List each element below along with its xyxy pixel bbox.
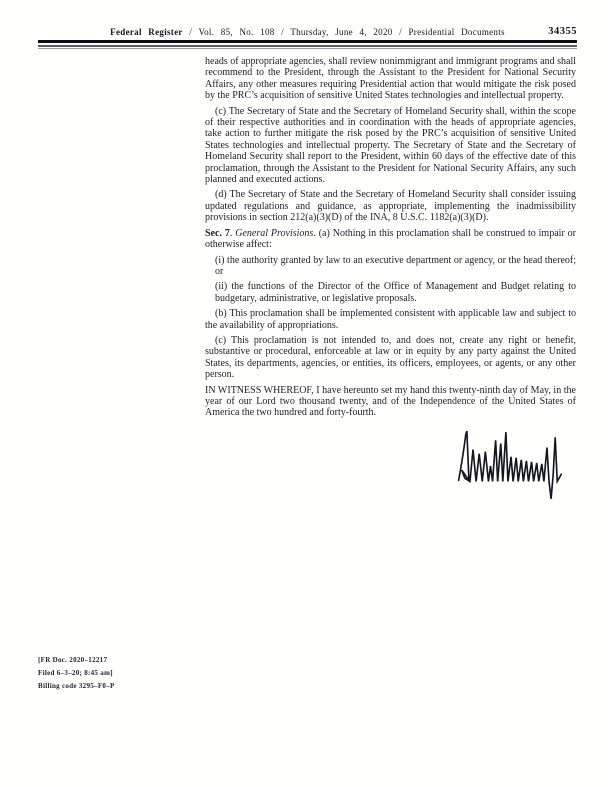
journal-name: Federal Register (110, 27, 183, 37)
paragraph (205, 228, 576, 251)
filed-date: Filed 6–3–20; 8:45 am] (38, 669, 113, 678)
billing-code: Billing code 3295–F0–P (38, 682, 115, 691)
paragraph (205, 281, 576, 304)
text-segment: (d) The Secretary of State and the Secretary of Homeland Security shall consider issuing updated regulations and guidance, as appropriate, implementing the inadmissibility provisions in section 212(a)(3)(D) of the INA, 8 U.S.C. 1182(a)(3)(D). (205, 189, 576, 224)
document-body (205, 56, 576, 504)
page-number: 34355 (548, 26, 577, 37)
text-segment: General Provisions (235, 227, 314, 239)
issue-info: / Vol. 85, No. 108 / Thursday, June 4, 2020 / Presidential Documents (189, 27, 505, 37)
text-segment: (c) The Secretary of State and the Secretary of Homeland Security shall, within the scope of their respective authorities and in coordination with the heads of appropriate agencies, take action to further mitigate the risk posed by the PRC’s acquisition of sensitive United States technologies and intellectual property. The Secretary of State and the Secretary of Homeland Security shall report to the President, within 60 days of the effective date of this proclamation, through the Assistant to the President for National Security Affairs, any such planned and executed actions. (205, 105, 576, 186)
paragraph (205, 385, 576, 419)
paragraph (205, 56, 576, 102)
paragraph (205, 308, 576, 331)
signature-block (205, 428, 576, 504)
text-segment: . (a) Nothing in this proclamation shall be construed to impair or otherwise affect: (205, 227, 576, 251)
page-header (38, 27, 577, 49)
presidential-signature-icon (454, 428, 566, 504)
filing-codes (38, 654, 115, 694)
text-segment: Sec. 7 (205, 227, 230, 239)
paragraph (205, 189, 576, 223)
text-segment: (i) the authority granted by law to an executive department or agency, or the head thereof; or (215, 254, 576, 277)
text-segment: (b) This proclamation shall be implemented consistent with applicable law and subject to the availability of appropriations. (205, 308, 576, 331)
text-segment: . (229, 227, 236, 239)
text-segment: (ii) the functions of the Director of the Office of Management and Budget relating to budgetary, administrative, or legislative proposals. (215, 281, 576, 304)
rule-thick (38, 40, 577, 43)
rule-mid (38, 45, 577, 47)
paragraph (205, 106, 576, 186)
paragraph (205, 335, 576, 381)
rule-light (38, 48, 577, 49)
header-running-title (38, 27, 577, 37)
text-segment: (c) This proclamation is not intended to, and does not, create any right or benefit, substantive or procedural, enforceable at law or in equity by any party against the United States, its departments, agencies, or entities, its officers, employees, or agents, or any other person. (205, 334, 576, 381)
header-rule-divider (38, 40, 577, 49)
fr-doc-number: [FR Doc. 2020–12217 (38, 656, 108, 664)
text-segment: IN WITNESS WHEREOF, I have hereunto set my hand this twenty-ninth day of May, in the year of our Lord two thousand twenty, and of the Independence of the United States of America the two hundred and forty-fourth. (205, 384, 576, 419)
text-segment: heads of appropriate agencies, shall review nonimmigrant and immigrant programs and shall recommend to the President, through the Assistant to the President for National Security Affairs, any other measures requiring Presidential action that would mitigate the risk posed by the PRC’s acquisition of sensitive United States technologies and intellectual property. (205, 56, 577, 102)
paragraph (205, 255, 576, 278)
